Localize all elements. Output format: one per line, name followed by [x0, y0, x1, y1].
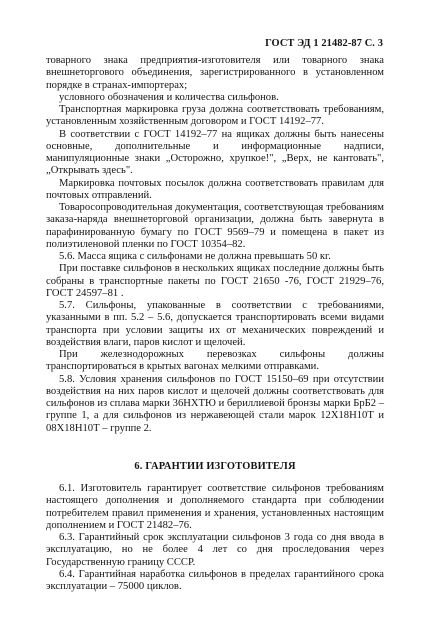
- paragraph: 6.4. Гарантийная наработка сильфонов в пределах гарантийного срока эксплуатации – 75000 циклов.: [46, 568, 384, 592]
- page-header: ГОСТ ЭД 1 21482-87 С. 3: [265, 38, 383, 49]
- paragraph: Транспортная маркировка груза должна соответствовать требованиям, установленным хозяйственным договором и ГОСТ 14192–77.: [46, 104, 384, 128]
- paragraph: условного обозначения и количества сильфонов.: [59, 91, 279, 103]
- paragraph: При поставке сильфонов в нескольких ящиках последние должны быть собраны в транспортные пакеты по ГОСТ 21650 -76, ГОСТ 21929–76, ГОСТ 24597–81 .: [46, 263, 384, 299]
- paragraph: 6.3. Гарантийный срок эксплуатации сильфонов 3 года со дня ввода в эксплуатацию, но не более 4 лет со дня проследования через Государственную границу СССР.: [46, 532, 384, 568]
- paragraph: товарного знака предприятия-изготовителя или товарного знака внешнеторгового объединения, зарегистрированного в установленном порядке в странах-импортерах;: [46, 55, 384, 91]
- paragraph: В соответствии с ГОСТ 14192–77 на ящиках должны быть нанесены основные, дополнительные и информационные надписи, манипуляционные знаки „Осторожно, хрупкое!", „Верх, не кантовать", „Открывать здесь".: [46, 128, 384, 177]
- paragraph: Маркировка почтовых посылок должна соответствовать правилам для почтовых отправлений.: [46, 177, 384, 201]
- document-body: [46, 55, 384, 593]
- paragraph: Товаросопроводительная документация, соответствующая требованиям заказа-наряда внешнеторговой организации, должна быть завернута в парафинированную бумагу по ГОСТ 9569–79 и помещена в пакет из полиэтиленовой пленки по ГОСТ 10354–82.: [46, 202, 384, 250]
- section-heading: 6. ГАРАНТИИ ИЗГОТОВИТЕЛЯ: [134, 460, 296, 472]
- paragraph: 5.8. Условия хранения сильфонов по ГОСТ 15150–69 при отсутствии воздействия на них паров кислот и щелочей должны соответствовать для сильфонов из сплава марки 36НХТЮ и бериллиевой бронзы марки БрБ2 – группе 1, а для сильфонов из нержавеющей стали марок 12Х18Н10Т и 08Х18Н10Т – группе 2.: [46, 373, 384, 434]
- paragraph: 6.1. Изготовитель гарантирует соответствие сильфонов требованиям настоящего дополнения и дополняемого стандарта при соблюдении потребителем правил применения и хранения, установленных настоящим дополнением и ГОСТ 21482–76.: [46, 483, 384, 531]
- paragraph: При железнодорожных перевозках сильфоны должны транспортироваться в крытых вагонах мелкими отправками.: [46, 349, 384, 373]
- paragraph: 5.7. Сильфоны, упакованные в соответствии с требованиями, указанными в пп. 5.2 – 5.6, допускается транспортировать всеми видами транспорта при условии защиты их от механических повреждений и воздействия влаги, паров кислот и щелочей.: [46, 300, 384, 348]
- paragraph: 5.6. Масса ящика с сильфонами не должна превышать 50 кг.: [59, 251, 331, 262]
